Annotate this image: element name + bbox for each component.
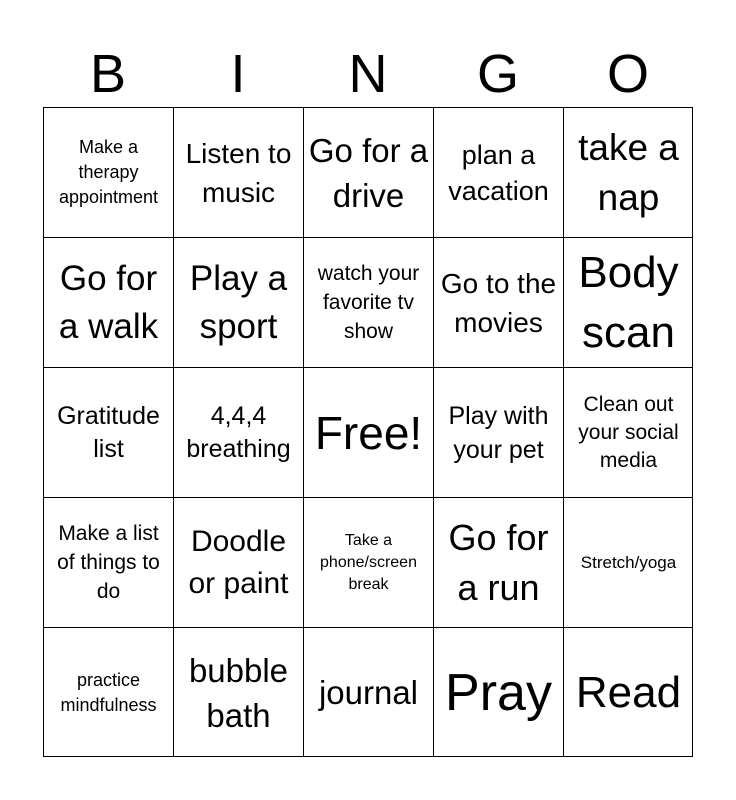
cell-text: Go to the movies xyxy=(440,267,557,338)
bingo-cell[interactable] xyxy=(173,497,303,627)
cell-text: Listen to music xyxy=(185,137,292,208)
bingo-cell[interactable] xyxy=(43,367,173,497)
bingo-cell[interactable] xyxy=(43,237,173,367)
bingo-cell[interactable] xyxy=(563,107,693,237)
cell-text: Pray xyxy=(445,663,552,722)
bingo-cell[interactable] xyxy=(433,237,563,367)
cell-text: Stretch/yoga xyxy=(580,552,677,572)
free-space[interactable] xyxy=(303,367,433,497)
bingo-cell[interactable] xyxy=(433,367,563,497)
bingo-cell[interactable] xyxy=(563,627,693,757)
bingo-cell[interactable] xyxy=(433,627,563,757)
header-letter-b: B xyxy=(89,44,127,104)
cell-text: Play with your pet xyxy=(448,401,549,464)
cell-text: Clean out your social media xyxy=(578,392,679,472)
cell-text: Play a sport xyxy=(189,258,288,346)
cell-text: Read xyxy=(575,667,682,717)
bingo-header xyxy=(43,40,693,108)
bingo-cell[interactable] xyxy=(303,107,433,237)
cell-text: 4,4,4 breathing xyxy=(186,401,291,463)
bingo-cell[interactable] xyxy=(563,237,693,367)
bingo-card xyxy=(43,107,693,757)
bingo-cell[interactable] xyxy=(43,627,173,757)
bingo-cell[interactable] xyxy=(303,497,433,627)
cell-text: take a nap xyxy=(578,126,679,218)
bingo-cell[interactable] xyxy=(173,107,303,237)
cell-text: Make a list of things to do xyxy=(57,522,160,603)
cell-text: Free! xyxy=(314,406,423,459)
cell-text: Body scan xyxy=(578,247,679,357)
bingo-cell[interactable] xyxy=(303,237,433,367)
cell-text: practice mindfulness xyxy=(60,669,157,715)
cell-text: Go for a drive xyxy=(308,131,429,214)
cell-text: journal xyxy=(318,674,419,711)
header-letter-o: O xyxy=(606,44,649,104)
header-letter-i: I xyxy=(230,44,246,104)
cell-text: Take a phone/screen break xyxy=(320,531,417,593)
cell-text: Doodle or paint xyxy=(188,524,289,600)
bingo-cell[interactable] xyxy=(303,627,433,757)
cell-text: Make a therapy appointment xyxy=(58,137,159,207)
bingo-cell[interactable] xyxy=(173,367,303,497)
bingo-cell[interactable] xyxy=(173,627,303,757)
bingo-cell[interactable] xyxy=(173,237,303,367)
bingo-cell[interactable] xyxy=(43,497,173,627)
cell-text: bubble bath xyxy=(188,651,289,734)
bingo-cell[interactable] xyxy=(433,107,563,237)
header-letter-g: G xyxy=(476,44,519,104)
header-letter-n: N xyxy=(348,44,388,104)
cell-text: watch your favorite tv show xyxy=(317,262,420,343)
cell-text: Go for a run xyxy=(448,516,549,608)
cell-text: plan a vacation xyxy=(448,139,549,206)
bingo-cell[interactable] xyxy=(433,497,563,627)
cell-text: Go for a walk xyxy=(58,258,159,346)
bingo-cell[interactable] xyxy=(43,107,173,237)
cell-text: Gratitude list xyxy=(57,401,160,463)
bingo-cell[interactable] xyxy=(563,497,693,627)
bingo-cell[interactable] xyxy=(563,367,693,497)
